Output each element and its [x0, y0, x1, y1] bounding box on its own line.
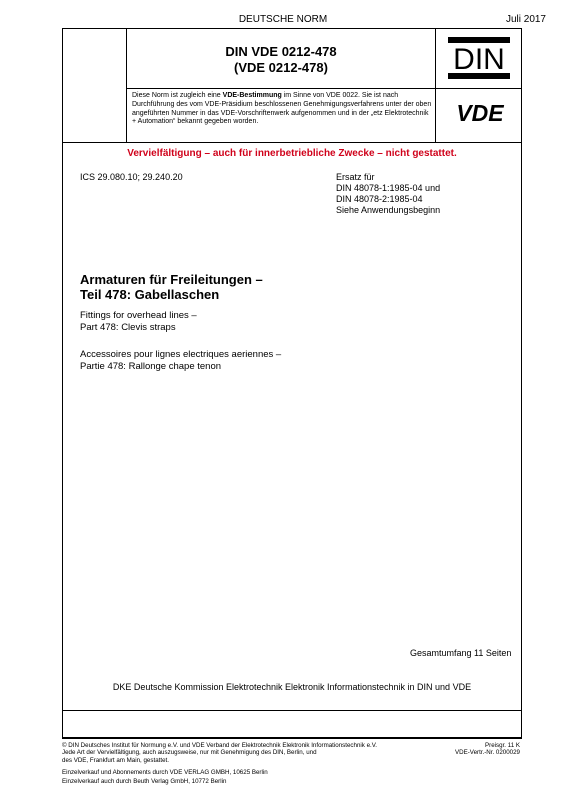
vde-logo-icon — [447, 102, 513, 124]
vde-logo-text: VDE — [456, 102, 504, 124]
copyright-line: Jede Art der Vervielfältigung, auch auszugsweise, nur mit Genehmigung des DIN, Berlin, und — [62, 749, 317, 757]
ics-code: ICS 29.080.10; 29.240.20 — [80, 172, 183, 182]
copyright-notice — [62, 742, 442, 764]
price-group: Preisgr. 11 K — [485, 742, 520, 749]
replacement-info — [336, 172, 440, 216]
replacement-line: Ersatz für — [336, 172, 375, 182]
vde-statement — [132, 92, 432, 127]
statement-rest: im Sinne von VDE 0022. Sie ist nach Durchführung des vom VDE-Präsidium beschlossenen Genehmigungsverfahrens unter der oben angeführten Nummer in das VDE-Vorschriftenwerk aufgenommen und in der „etz Elektrotechnik + Automation“ bekannt gegeben worden. — [132, 92, 432, 126]
norm-label: DEUTSCHE NORM — [238, 14, 328, 25]
copyright-line: des VDE, Frankfurt am Main, gestattet. — [62, 756, 169, 764]
din-logo-text: DIN — [453, 43, 505, 76]
divider — [62, 142, 522, 143]
sales-line: Einzelverkauf und Abonnements durch VDE VERLAG GMBH, 10625 Berlin — [62, 769, 268, 776]
standard-number-alt: (VDE 0212-478) — [234, 60, 328, 75]
dke-line: DKE Deutsche Kommission Elektrotechnik Elektronik Informationstechnik in DIN und VDE — [112, 682, 472, 692]
title-english — [80, 310, 197, 333]
title-line: Fittings for overhead lines – — [80, 310, 197, 321]
title-line: Armaturen für Freileitungen – — [80, 272, 263, 287]
title-french — [80, 349, 281, 372]
vde-order-number: VDE-Vertr.-Nr. 0200029 — [455, 749, 520, 757]
copy-warning: Vervielfältigung – auch für innerbetriebliche Zwecke – nicht gestattet. — [127, 148, 457, 159]
document-number — [127, 44, 435, 76]
replacement-line: DIN 48078-2:1985-04 — [336, 194, 423, 204]
issue-date: Juli 2017 — [505, 14, 546, 25]
title-line: Partie 478: Rallonge chape tenon — [80, 360, 222, 372]
copyright-line: © DIN Deutsches Institut für Normung e.V. und VDE Verband der Elektrotechnik Elektronik Informationstechnik e.V. — [62, 742, 378, 749]
sales-line: Einzelverkauf auch durch Beuth Verlag GmbH, 10772 Berlin — [62, 778, 227, 786]
divider — [435, 28, 436, 143]
title-line: Part 478: Clevis straps — [80, 321, 176, 333]
statement-lead: Diese Norm ist zugleich eine — [132, 92, 223, 99]
title-line: Accessoires pour lignes electriques aeriennes – — [80, 349, 282, 360]
divider — [62, 738, 522, 739]
sales-info — [62, 768, 268, 787]
document-frame — [62, 28, 522, 738]
title-german — [80, 272, 263, 302]
divider — [62, 710, 522, 711]
title-line: Teil 478: Gabellaschen — [80, 287, 220, 302]
divider — [126, 88, 522, 89]
page-count: Gesamtumfang 11 Seiten — [410, 648, 512, 658]
statement-bold: VDE-Bestimmung — [222, 92, 282, 99]
price-info — [448, 742, 520, 757]
replacement-line: Siehe Anwendungsbeginn — [336, 205, 441, 215]
din-logo-icon — [447, 36, 511, 80]
replacement-line: DIN 48078-1:1985-04 und — [336, 183, 441, 193]
standard-number: DIN VDE 0212-478 — [225, 44, 337, 59]
